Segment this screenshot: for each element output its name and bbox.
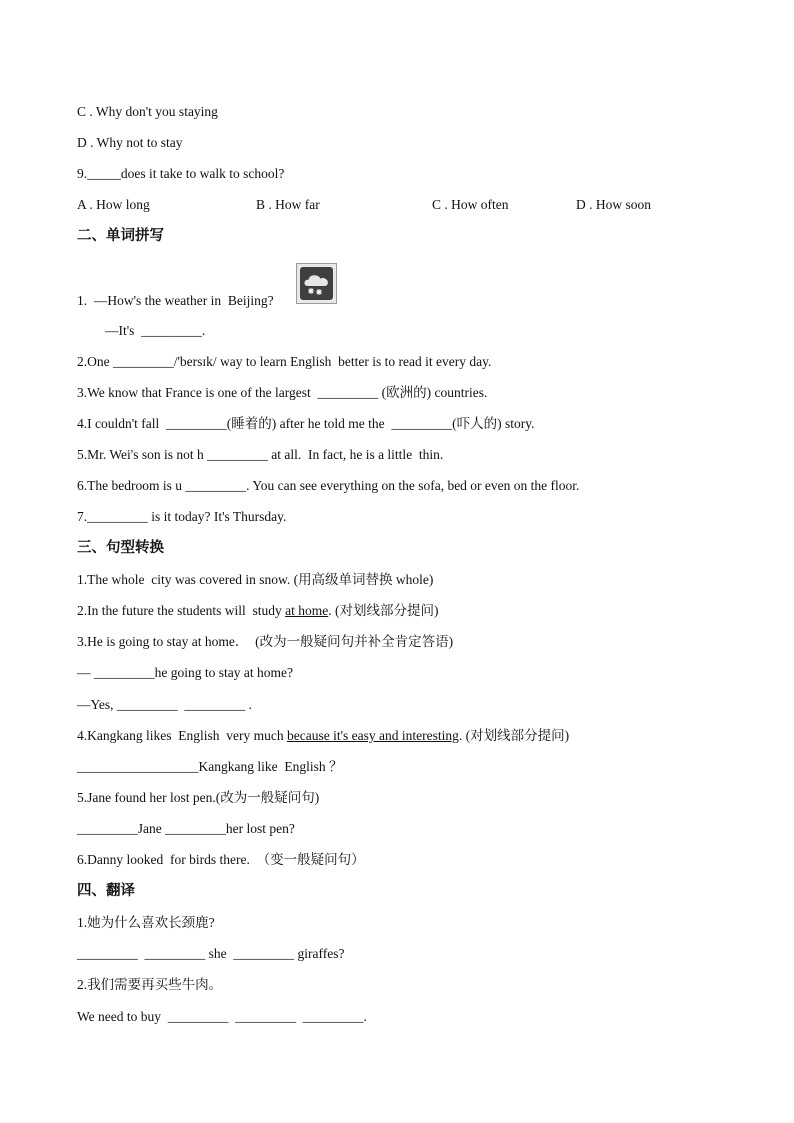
s3-q2-text: 2.In the future the students will study <box>77 603 286 618</box>
section2-heading: 二、单词拼写 <box>77 228 164 244</box>
s4-q2: 2.我们需要再买些牛肉。 <box>77 977 223 992</box>
s3-q4 <box>77 727 569 745</box>
s3-q2-instruction: . (对划线部分提问) <box>328 603 439 618</box>
s3-q3-blank2: —Yes, _________ _________ . <box>77 697 252 712</box>
s3-q4-instruction: . (对划线部分提问) <box>458 728 570 743</box>
s3-q4-underlined: because it's easy and interesting <box>286 728 459 743</box>
s3-q3-blank1: — _________he going to stay at home? <box>77 665 293 680</box>
s2-q1-line1: 1. —How's the weather in Beijing? <box>77 293 274 308</box>
s3-q3: 3.He is going to stay at home． (改为一般疑问句并补全肯定答语) <box>77 634 454 649</box>
s2-q3: 3.We know that France is one of the largest _________ (欧洲的) countries. <box>77 385 488 400</box>
section4-heading: 四、翻译 <box>77 883 135 899</box>
s2-q2: 2.One _________/'bersɪk/ way to learn English better is to read it every day. <box>77 354 492 369</box>
s3-q1: 1.The whole city was covered in snow. (用高级单词替换 whole) <box>77 572 434 587</box>
s2-q7: 7._________ is it today? It's Thursday. <box>77 509 287 524</box>
s2-q1-line2: —It's _________. <box>105 323 206 338</box>
q9-option-a: A . How long <box>77 197 150 212</box>
s3-q4-blank: __________________Kangkang like English ？ <box>77 759 343 774</box>
s4-q1-blank: _________ _________ she _________ giraffes? <box>77 946 345 961</box>
s3-q2 <box>77 602 438 620</box>
q8-option-d: D . Why not to stay <box>77 135 183 150</box>
s2-q5: 5.Mr. Wei's son is not h _________ at all. In fact, he is a little thin. <box>77 447 444 462</box>
q9-option-b: B . How far <box>256 197 320 212</box>
s3-q2-underlined: at home <box>285 603 329 618</box>
q8-option-c: C . Why don't you staying <box>77 104 218 119</box>
q9-option-c: C . How often <box>432 197 509 212</box>
s4-q1: 1.她为什么喜欢长颈鹿? <box>77 915 215 930</box>
s2-q4: 4.I couldn't fall _________(睡着的) after he told me the _________(吓人的) story. <box>77 416 535 431</box>
s3-q5: 5.Jane found her lost pen.(改为一般疑问句) <box>77 790 320 805</box>
s3-q4-text: 4.Kangkang likes English very much <box>77 728 287 743</box>
s4-q2-blank: We need to buy _________ _________ _________. <box>77 1009 367 1024</box>
s3-q6: 6.Danny looked for birds there. （变一般疑问句） <box>77 852 365 867</box>
s2-q6: 6.The bedroom is u _________. You can see everything on the sofa, bed or even on the floor. <box>77 478 580 493</box>
section3-heading: 三、句型转换 <box>77 540 164 556</box>
s3-q5-blank: _________Jane _________her lost pen? <box>77 821 295 836</box>
q9-stem: 9._____does it take to walk to school? <box>77 166 285 181</box>
snow-cloud-icon <box>296 263 337 304</box>
q9-option-d: D . How soon <box>576 197 652 212</box>
